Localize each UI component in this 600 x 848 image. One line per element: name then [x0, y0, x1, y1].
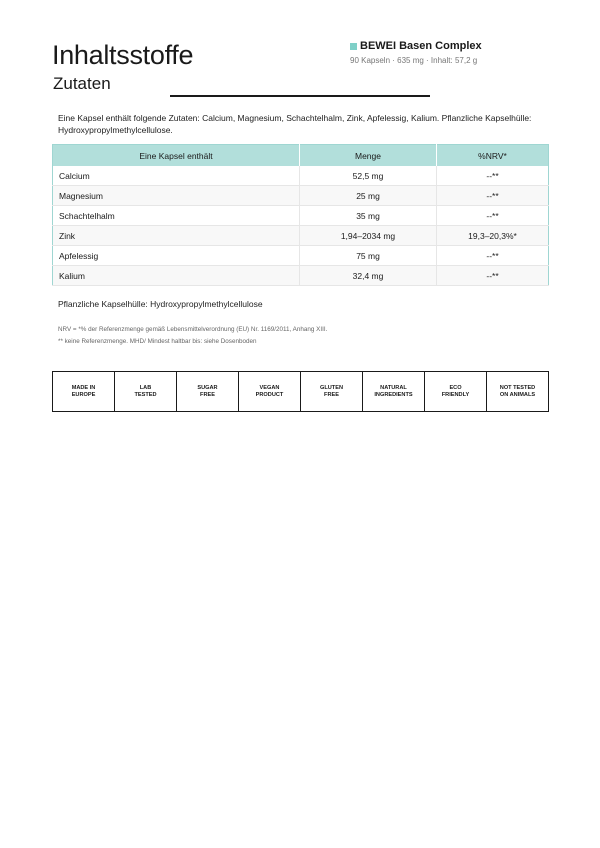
product-info [350, 40, 482, 65]
product-name: BEWEI Basen Complex [360, 40, 482, 52]
table-row [53, 206, 549, 226]
quality-badges [52, 371, 549, 412]
title-divider [170, 95, 430, 97]
page-title: Inhaltsstoffe [52, 40, 194, 70]
badge-eco-friendly: ECO FRIENDLY [425, 372, 487, 411]
column-header-ingredient: Eine Kapsel enthält [53, 145, 300, 167]
badge-not-tested-on-animals: NOT TESTED ON ANIMALS [499, 384, 536, 398]
table-row [53, 186, 549, 206]
column-header-amount: Menge [300, 145, 437, 167]
ingredient-amount: 75 mg [300, 246, 437, 266]
ingredients-intro: Eine Kapsel enthält folgende Zutaten: Calcium, Magnesium, Schachtelhalm, Zink, Apfelessig, Kalium. Pflanzliche Kapselhülle: Hydroxypropylmethylcellulose. [58, 113, 532, 135]
ingredient-amount: 32,4 mg [300, 266, 437, 286]
table-row [53, 226, 549, 246]
ingredient-name: Zink [53, 226, 300, 246]
ingredient-nrv: --** [437, 246, 549, 266]
ingredient-nrv: 19,3–20,3%* [437, 226, 549, 246]
capsule-note: Pflanzliche Kapselhülle: Hydroxypropylmethylcellulose [58, 299, 263, 309]
ingredient-name: Kalium [53, 266, 300, 286]
badge-gluten-free: GLUTEN FREE [301, 372, 363, 411]
ingredient-amount: 35 mg [300, 206, 437, 226]
product-name-row [350, 40, 482, 52]
accent-square-icon [350, 43, 357, 50]
badge-lab-tested: LAB TESTED [115, 372, 177, 411]
column-header-nrv: %NRV* [437, 145, 549, 167]
badge-made-in-europe: MADE IN EUROPE [53, 372, 115, 411]
product-meta: 90 Kapseln · 635 mg · Inhalt: 57,2 g [350, 56, 478, 65]
ingredient-nrv: --** [437, 206, 549, 226]
table-row [53, 166, 549, 186]
badge-sugar-free: SUGAR FREE [177, 372, 239, 411]
ingredient-name: Magnesium [53, 186, 300, 206]
page-subtitle: Zutaten [53, 74, 111, 93]
table-row [53, 246, 549, 266]
badge-vegan-product: VEGAN PRODUCT [239, 372, 301, 411]
ingredient-amount: 1,94–2034 mg [300, 226, 437, 246]
table-header-row [53, 145, 549, 167]
ingredient-nrv: --** [437, 266, 549, 286]
ingredient-amount: 52,5 mg [300, 166, 437, 186]
ingredient-name: Calcium [53, 166, 300, 186]
footnote-nrv: NRV = *% der Referenzmenge gemäß Lebensmittelverordnung (EU) Nr. 1169/2011, Anhang XIII. [58, 326, 328, 333]
ingredient-nrv: --** [437, 166, 549, 186]
nutrition-table [52, 144, 549, 286]
table-row [53, 266, 549, 286]
ingredient-nrv: --** [437, 186, 549, 206]
ingredient-name: Apfelessig [53, 246, 300, 266]
footnote-reference: ** keine Referenzmenge. MHD/ Mindest haltbar bis: siehe Dosenboden [58, 338, 257, 345]
ingredient-name: Schachtelhalm [53, 206, 300, 226]
ingredient-amount: 25 mg [300, 186, 437, 206]
badge-natural-ingredients: NATURAL INGREDIENTS [363, 372, 425, 411]
